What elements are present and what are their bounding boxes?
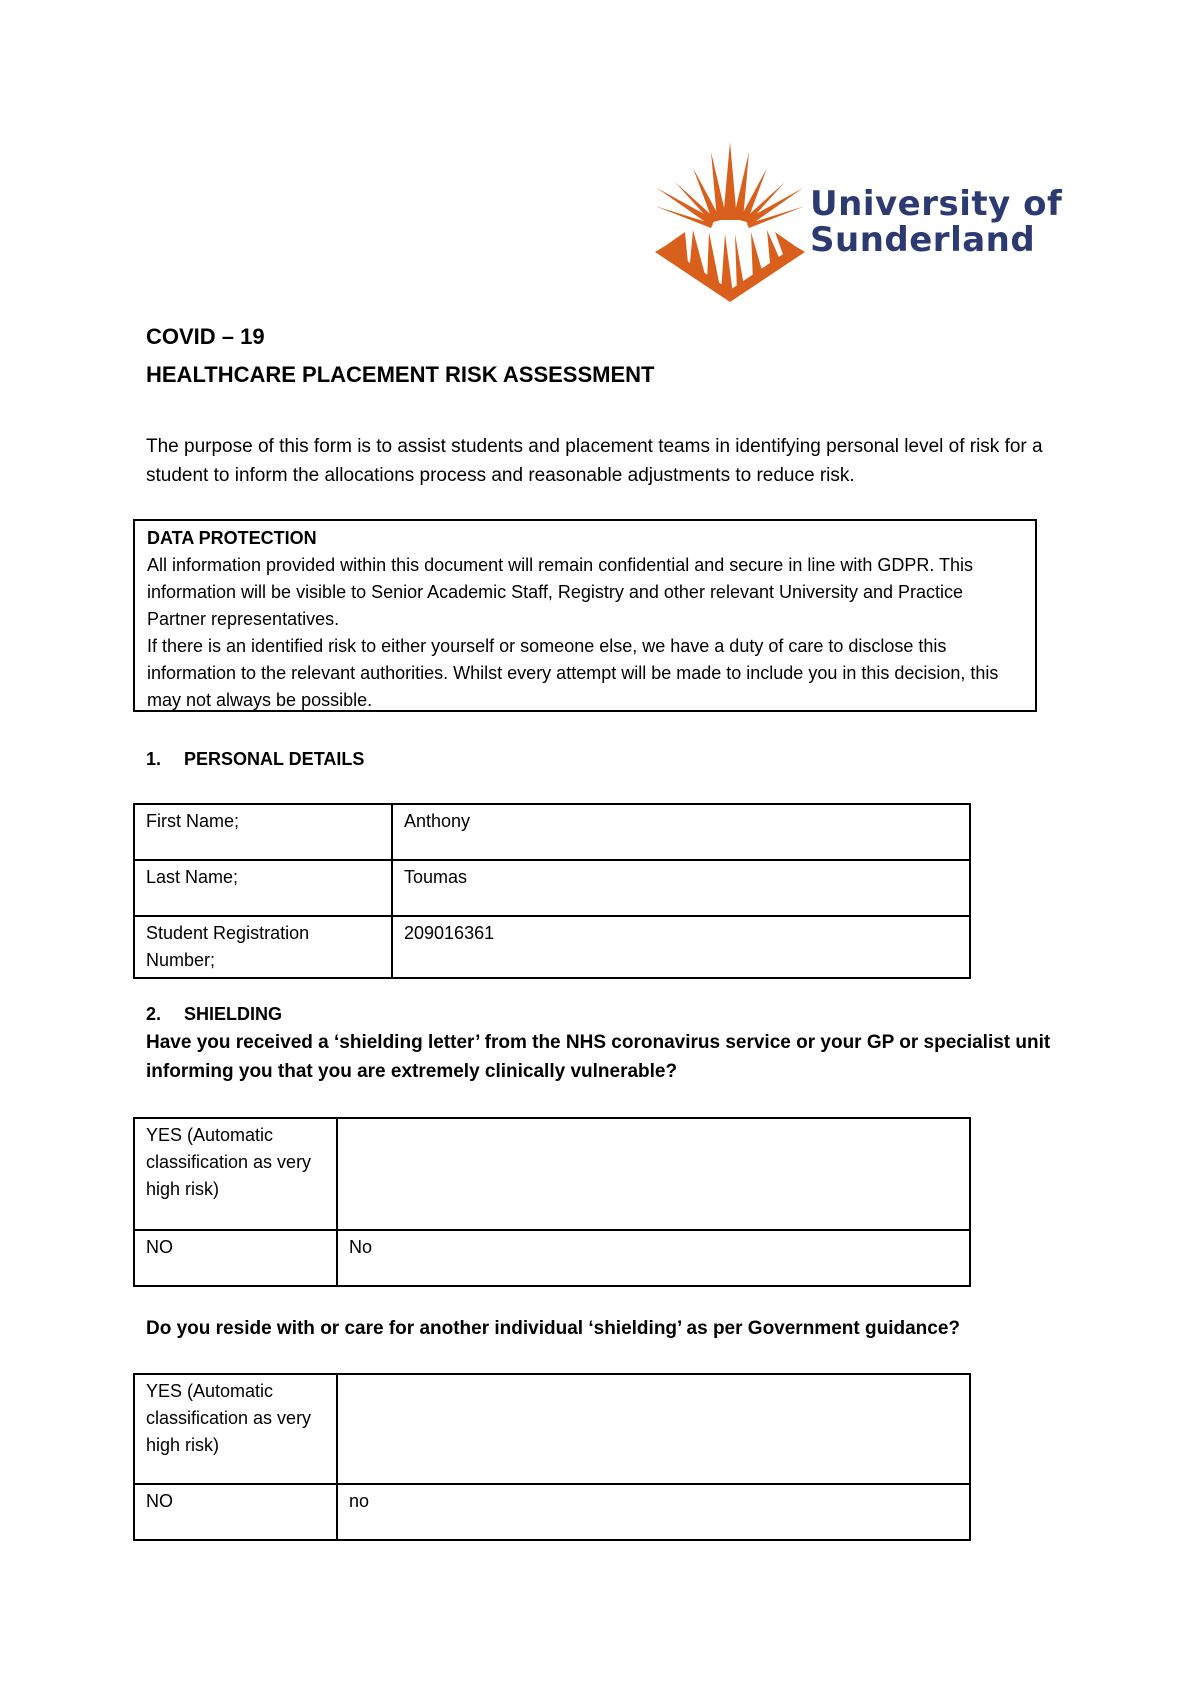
- section-shielding-heading: [146, 1004, 282, 1025]
- university-name-line1: University of: [810, 184, 1063, 224]
- shielding-question-1: Have you received a ‘shielding letter’ from the NHS coronavirus service or your GP or specialist unit informing you that you are extremely clinically vulnerable?: [146, 1032, 1051, 1082]
- personal-details-table: [133, 803, 971, 979]
- data-protection-heading: DATA PROTECTION: [147, 528, 317, 548]
- no-value[interactable]: No: [337, 1230, 970, 1286]
- registration-number-label: Student Registration Number;: [134, 916, 392, 978]
- university-logo: [655, 142, 1075, 302]
- yes-value[interactable]: [337, 1118, 970, 1230]
- first-name-value[interactable]: Anthony: [392, 804, 970, 860]
- data-protection-paragraph2: If there is an identified risk to either yourself or someone else, we have a duty of care to disclose this information to the relevant authorities. Whilst every attempt will be made to include you in this decision, this may not always be possible.: [147, 636, 999, 710]
- yes-value[interactable]: [337, 1374, 970, 1484]
- table-row: [134, 1230, 970, 1286]
- shielding-question-2: Do you reside with or care for another individual ‘shielding’ as per Government guidance?: [146, 1318, 960, 1339]
- data-protection-box: [133, 519, 1037, 712]
- no-label: NO: [134, 1484, 337, 1540]
- table-row: [134, 1374, 970, 1484]
- registration-number-value[interactable]: 209016361: [392, 916, 970, 978]
- table-row: [134, 1118, 970, 1230]
- section-personal-details-heading: [146, 749, 364, 770]
- shielding-household-table: [133, 1373, 971, 1541]
- sunburst-icon: [655, 142, 805, 302]
- section-number: 2.: [146, 1004, 162, 1024]
- university-name: [810, 186, 1062, 258]
- last-name-label: Last Name;: [134, 860, 392, 916]
- university-name-line2: Sunderland: [810, 220, 1036, 260]
- yes-label: YES (Automatic classification as very high risk): [134, 1118, 337, 1230]
- table-row: [134, 860, 970, 916]
- yes-label: YES (Automatic classification as very high risk): [134, 1374, 337, 1484]
- table-row: [134, 804, 970, 860]
- no-label: NO: [134, 1230, 337, 1286]
- intro-paragraph: The purpose of this form is to assist students and placement teams in identifying personal level of risk for a student to inform the allocations process and reasonable adjustments to reduce risk.: [146, 436, 1043, 486]
- section-title: SHIELDING: [184, 1004, 283, 1024]
- section-title: PERSONAL DETAILS: [184, 749, 365, 769]
- section-number: 1.: [146, 749, 162, 769]
- document-title-line2: HEALTHCARE PLACEMENT RISK ASSESSMENT: [146, 362, 655, 387]
- document-title-line1: COVID – 19: [146, 324, 265, 349]
- table-row: [134, 916, 970, 978]
- data-protection-paragraph1: All information provided within this document will remain confidential and secure in line with GDPR. This information will be visible to Senior Academic Staff, Registry and other relevant University and Practice Partner representatives.: [147, 555, 974, 629]
- first-name-label: First Name;: [134, 804, 392, 860]
- table-row: [134, 1484, 970, 1540]
- no-value[interactable]: no: [337, 1484, 970, 1540]
- last-name-value[interactable]: Toumas: [392, 860, 970, 916]
- shielding-letter-table: [133, 1117, 971, 1287]
